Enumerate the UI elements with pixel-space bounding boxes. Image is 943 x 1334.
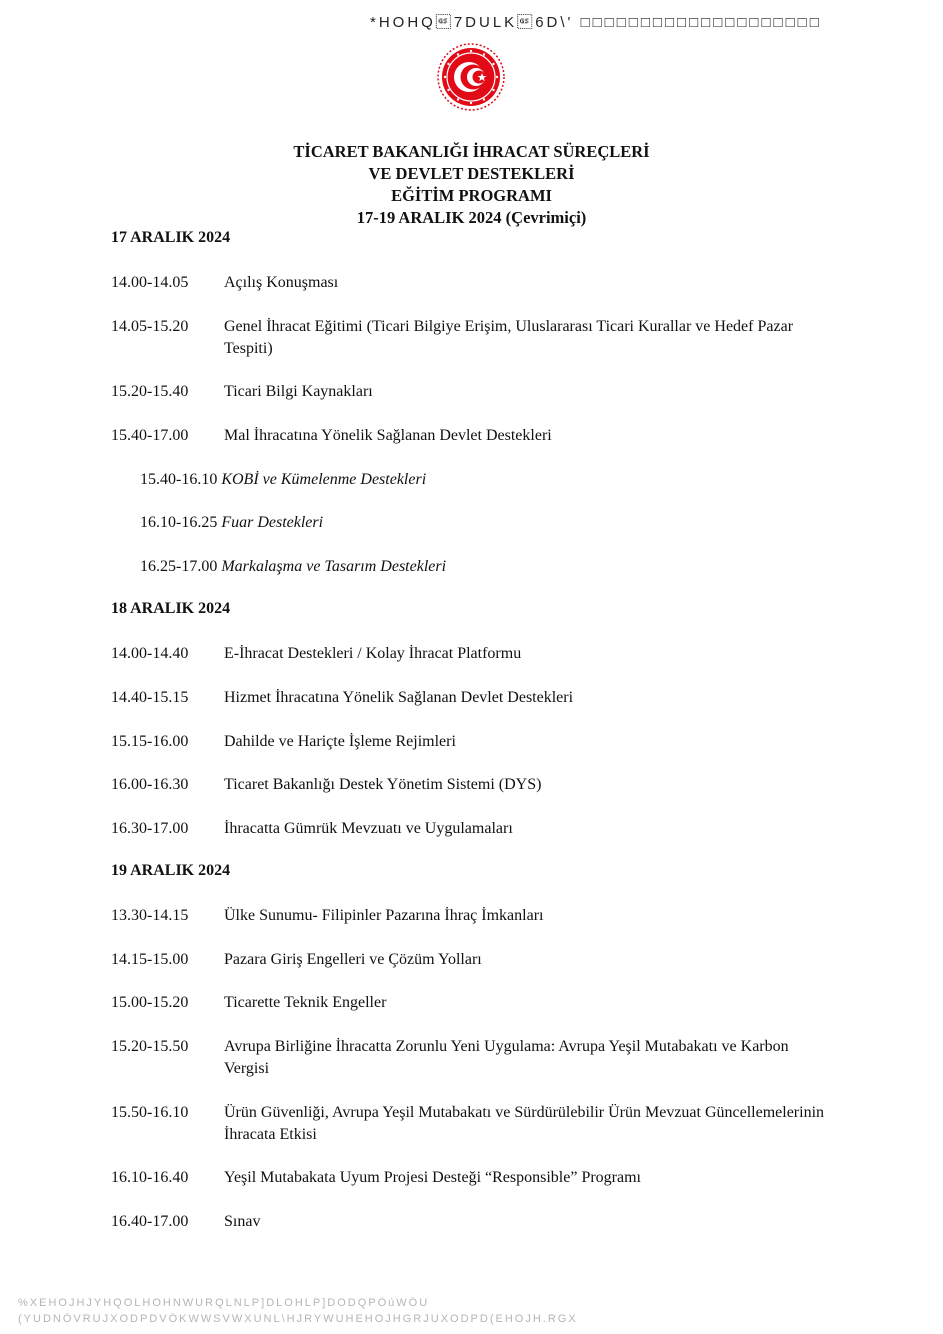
session-title: Genel İhracat Eğitimi (Ticari Bilgiye Erişim, Uluslararası Ticari Kurallar ve Hedef Pazar Tespiti) [224,318,794,357]
session-title: Ürün Güvenliği, Avrupa Yeşil Mutabakatı ve Sürdürülebilir Ürün Mevzuat Güncellemelerinin İhracata Etkisi [224,1104,825,1143]
session-row [111,992,831,1014]
session-time: 16.10-16.40 [111,1169,189,1186]
session-row [111,272,831,294]
session-title: Pazara Giriş Engelleri ve Çözüm Yolları [224,951,482,968]
session-time: 14.00-14.05 [111,274,189,291]
session-row [111,1167,831,1189]
subsession-title: Markalaşma ve Tasarım Destekleri [221,558,447,575]
session-row [111,905,831,927]
session-title: Açılış Konuşması [224,274,339,291]
session-row [111,818,831,840]
session-row [111,425,831,447]
session-time: 15.20-15.40 [111,383,189,400]
session-row [111,687,831,709]
session-time: 13.30-14.15 [111,907,189,924]
session-row [111,949,831,971]
session-time: 15.40-17.00 [111,427,189,444]
session-title: Ticaret Bakanlığı Destek Yönetim Sistemi (DYS) [224,776,542,793]
session-row [111,643,831,665]
session-row [111,1211,831,1233]
session-title: Mal İhracatına Yönelik Sağlanan Devlet Destekleri [224,427,552,444]
session-row [111,1036,831,1080]
session-row [111,774,831,796]
subsession-row [140,512,323,534]
footer-verification-line-2: (YUDNÕVRUJXODPDVÕKWWSVWXUNL\HJRYWUHEHOJHGRJUXODPD(EHOJH.RGX [18,1313,578,1325]
session-row [111,1102,831,1146]
session-time: 14.05-15.20 [111,318,189,335]
session-title: Yeşil Mutabakata Uyum Projesi Desteği “Responsible” Programı [224,1169,641,1186]
session-title: Ticari Bilgi Kaynakları [224,383,373,400]
day-heading: 17 ARALIK 2024 [111,229,231,246]
session-row [111,381,831,403]
session-title: Ülke Sunumu- Filipinler Pazarına İhraç İmkanları [224,907,544,924]
session-time: 15.20-15.50 [111,1038,189,1055]
session-title: Dahilde ve Hariçte İşleme Rejimleri [224,733,456,750]
subsession-row [140,556,446,578]
subsession-time: 15.40-16.10 [140,471,218,488]
subsession-title: Fuar Destekleri [221,514,324,531]
session-title: İhracatta Gümrük Mevzuatı ve Uygulamaları [224,820,513,837]
session-time: 16.00-16.30 [111,776,189,793]
session-time: 14.00-14.40 [111,645,189,662]
session-time: 16.30-17.00 [111,820,189,837]
title-line-1: TİCARET BAKANLIĞI İHRACAT SÜREÇLERİ [293,142,650,161]
subsession-title: KOBİ ve Kümelenme Destekleri [221,471,427,488]
session-title: Ticarette Teknik Engeller [224,994,387,1011]
day-heading: 19 ARALIK 2024 [111,862,231,879]
session-time: 15.15-16.00 [111,733,189,750]
title-line-4: 17-19 ARALIK 2024 (Çevrimiçi) [356,208,587,227]
subsession-row [140,469,426,491]
session-title: Avrupa Birliğine İhracatta Zorunlu Yeni Uygulama: Avrupa Yeşil Mutabakatı ve Karbon Vergisi [224,1038,789,1077]
session-row [111,731,831,753]
session-time: 15.50-16.10 [111,1104,189,1121]
ministry-seal-icon [436,42,506,112]
subsession-time: 16.25-17.00 [140,558,218,575]
day-heading: 18 ARALIK 2024 [111,600,231,617]
session-title: Sınav [224,1213,261,1230]
document-title [0,141,943,229]
session-title: E-İhracat Destekleri / Kolay İhracat Platformu [224,645,522,662]
title-line-2: VE DEVLET DESTEKLERİ [368,164,575,183]
subsession-time: 16.10-16.25 [140,514,218,531]
session-time: 14.40-15.15 [111,689,189,706]
session-time: 16.40-17.00 [111,1213,189,1230]
document-verification-code: *HOHQ 7DULK 6D\' □□□□□□□□□□□□□□□□□□□□ [370,14,822,31]
footer-verification-line-1: %XEHOJHJYHQOLHOHNWURQLNLP]DLOHLP]DODQPÕúWÕU [18,1297,430,1309]
session-time: 15.00-15.20 [111,994,189,1011]
title-line-3: EĞİTİM PROGRAMI [391,186,552,205]
session-row [111,316,831,360]
session-time: 14.15-15.00 [111,951,189,968]
session-title: Hizmet İhracatına Yönelik Sağlanan Devlet Destekleri [224,689,574,706]
